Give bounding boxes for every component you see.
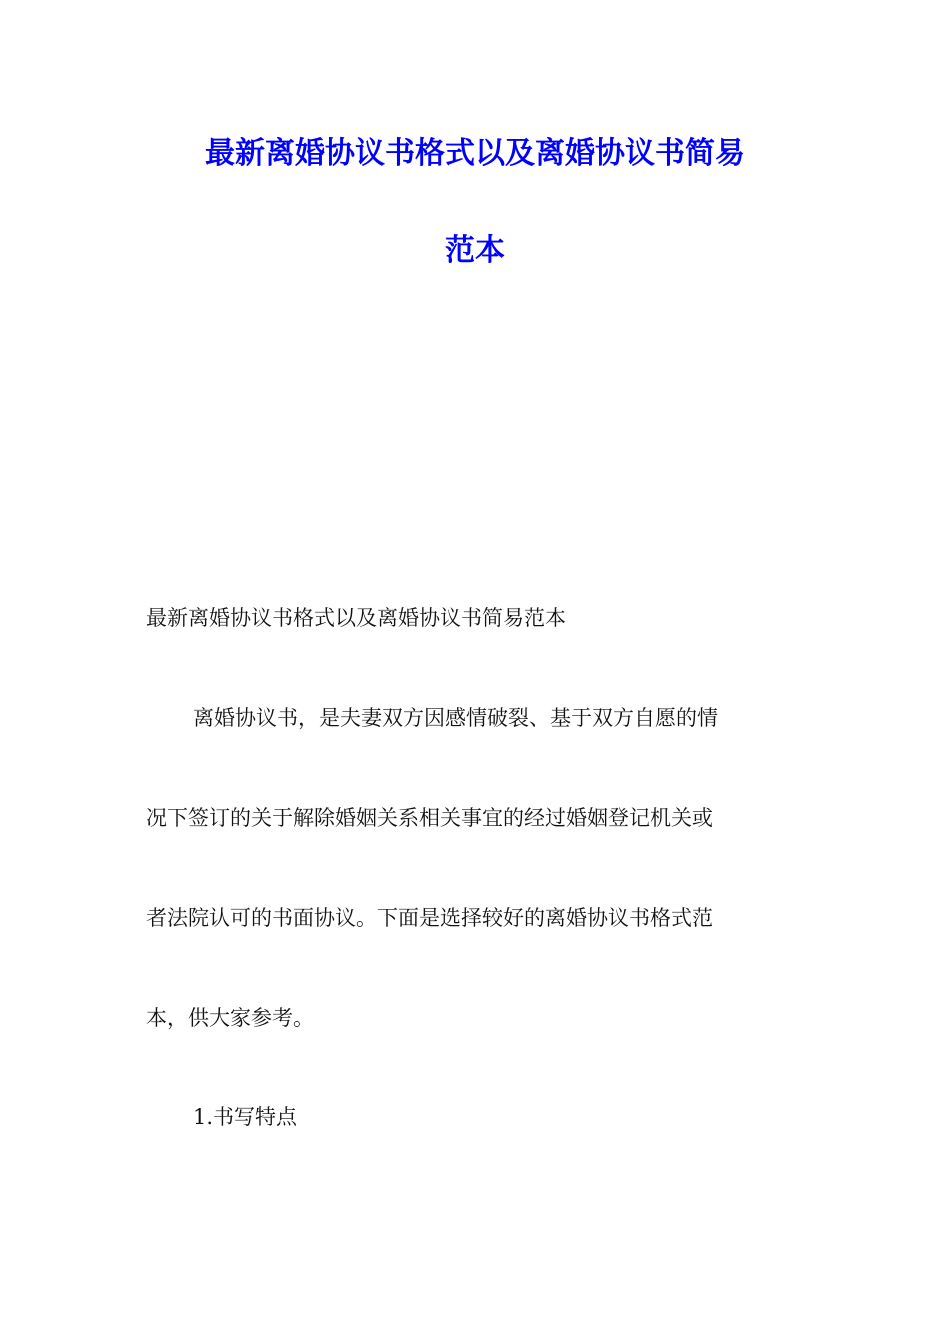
intro-line-4: 本，供大家参考。 [146, 1006, 314, 1030]
intro-line-1: 离婚协议书，是夫妻双方因感情破裂、基于双方自愿的情 [193, 706, 718, 730]
document-subtitle: 最新离婚协议书格式以及离婚协议书简易范本 [146, 606, 566, 630]
section-heading-writing-features: 1.书写特点 [193, 1105, 298, 1129]
intro-line-3: 者法院认可的书面协议。下面是选择较好的离婚协议书格式范 [146, 906, 713, 930]
document-title-line-1: 最新离婚协议书格式以及离婚协议书简易 [205, 136, 745, 171]
intro-line-2: 况下签订的关于解除婚姻关系相关事宜的经过婚姻登记机关或 [146, 806, 713, 830]
document-title-line-2: 范本 [445, 233, 505, 268]
